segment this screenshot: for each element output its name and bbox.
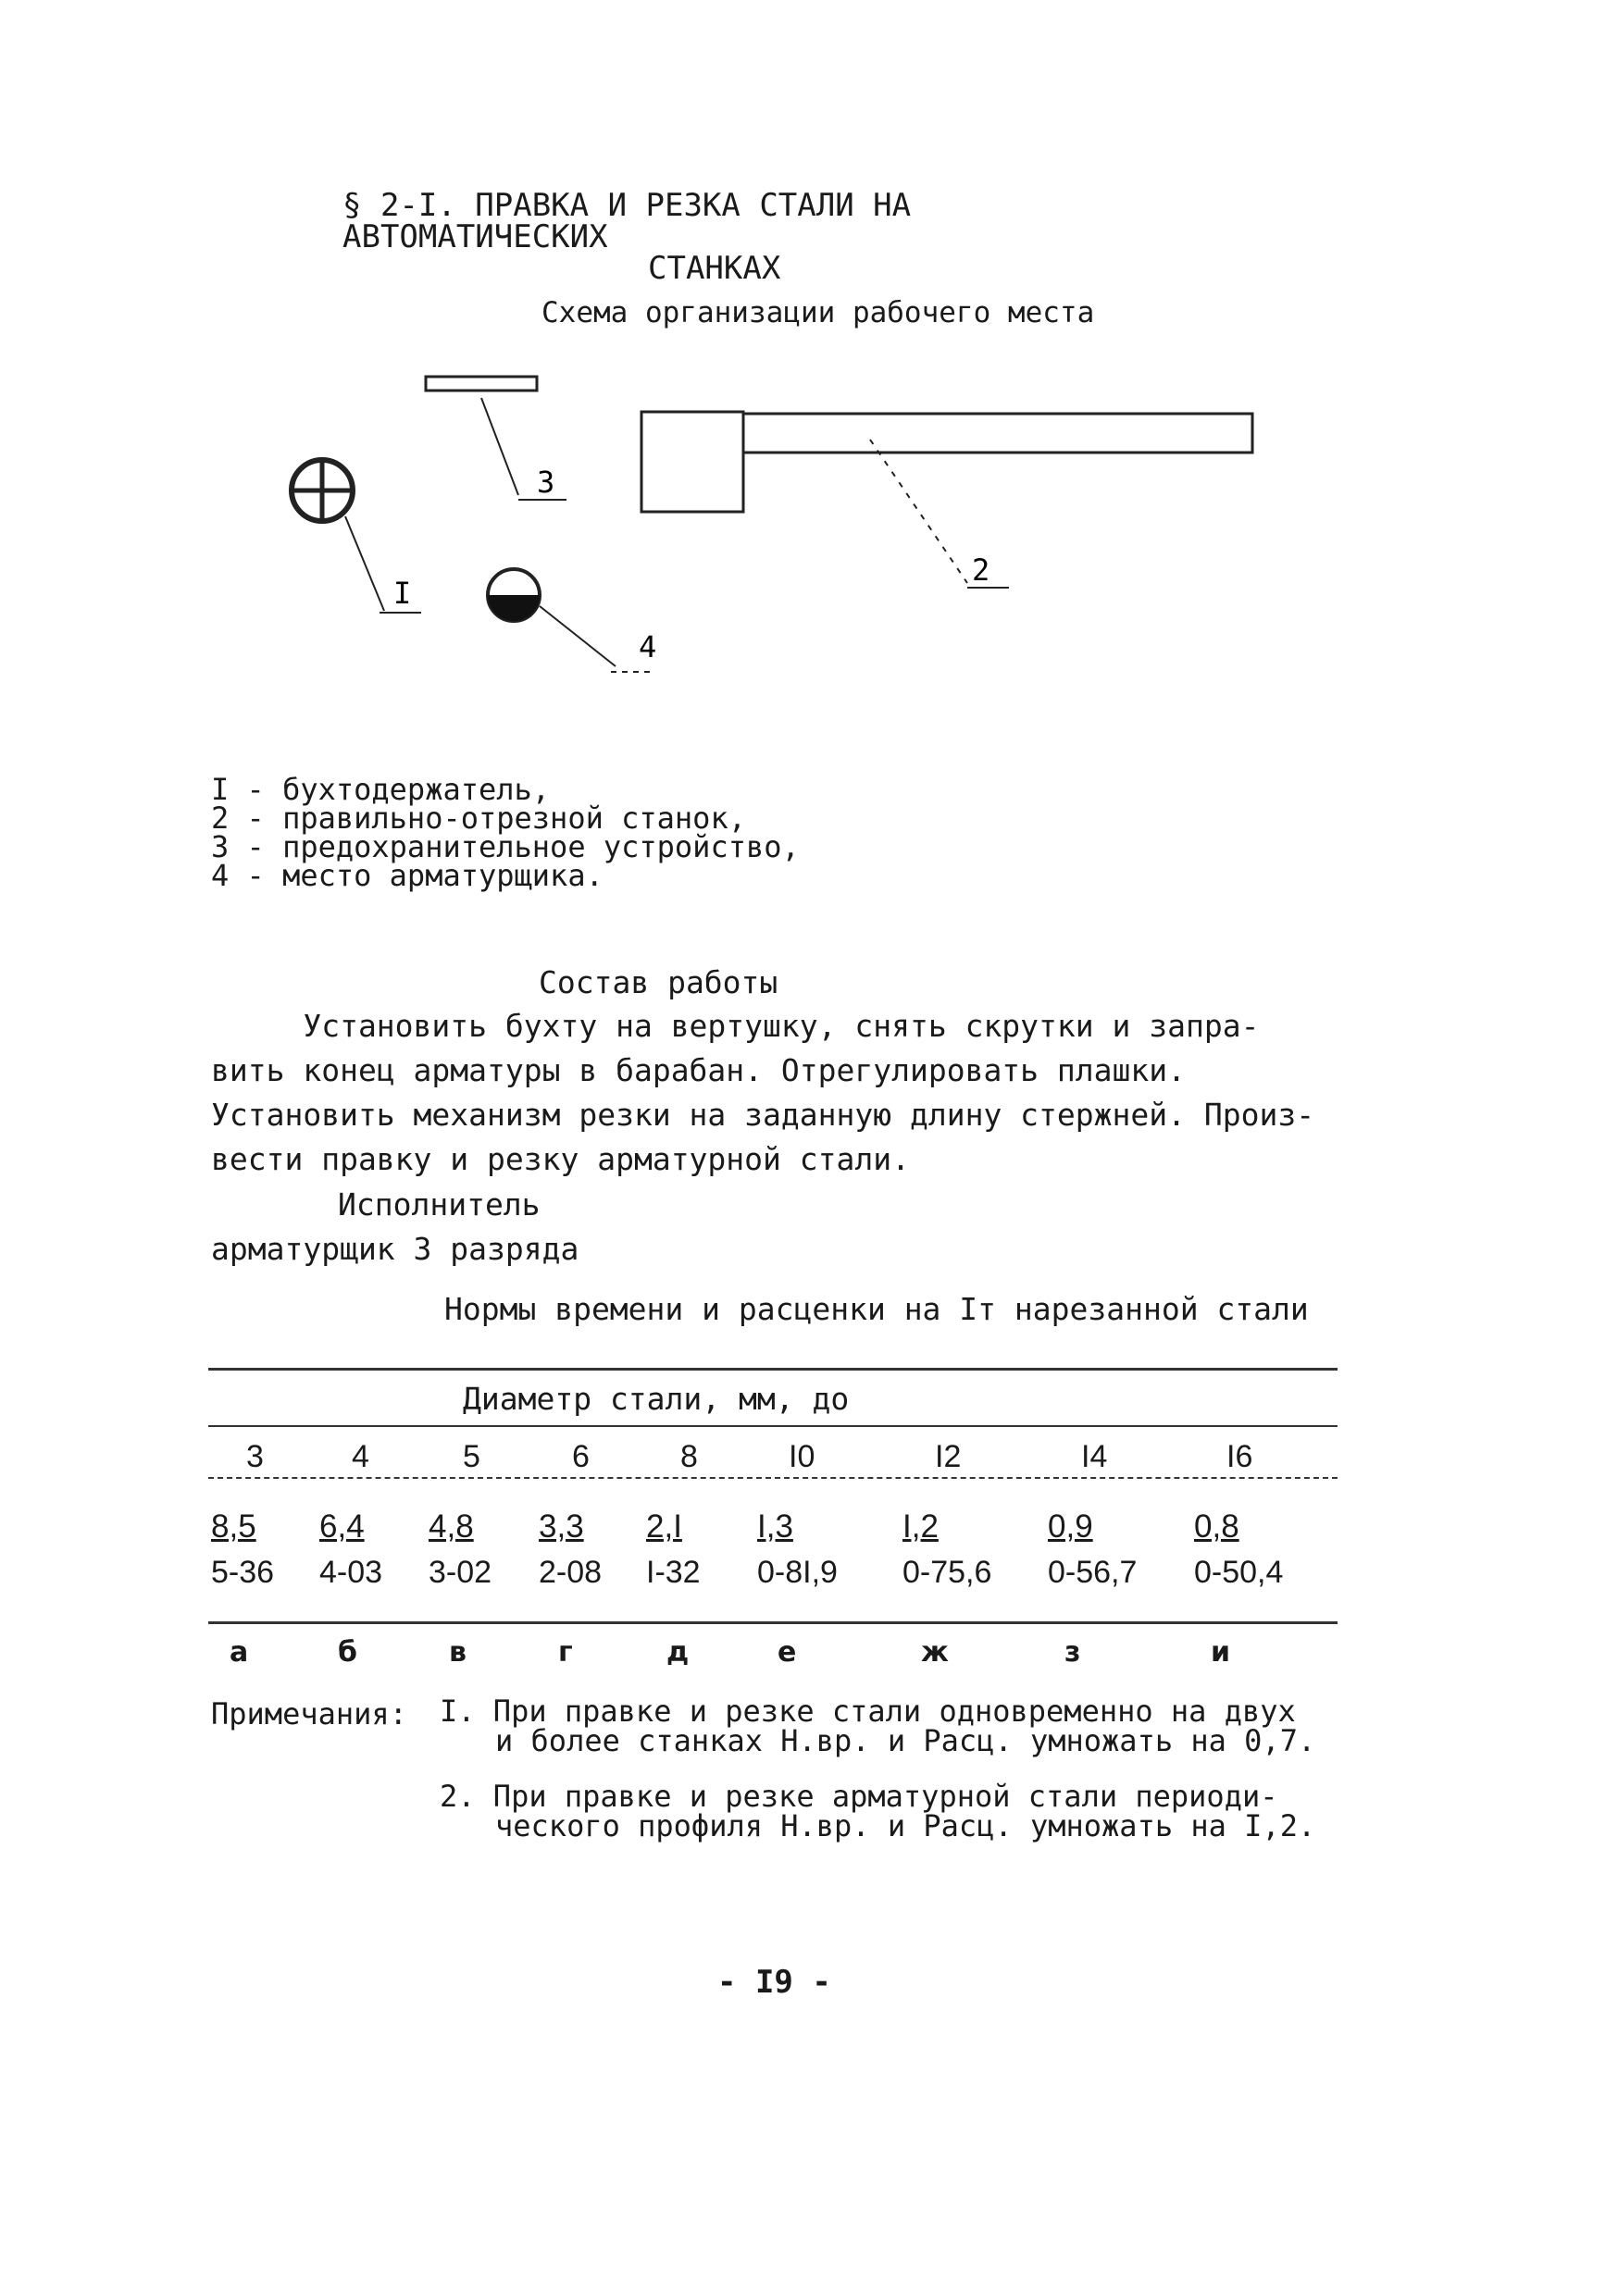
time-norm: 6,4 xyxy=(319,1508,365,1545)
legend-item: 4 - место арматурщика. xyxy=(211,858,604,893)
label-4: 4 xyxy=(639,629,657,664)
time-norm: I,3 xyxy=(757,1508,793,1545)
leader-line-1 xyxy=(345,516,384,611)
column-letter: б xyxy=(338,1636,357,1669)
performer-value: арматурщик 3 разряда xyxy=(211,1231,579,1267)
column-letter: и xyxy=(1211,1636,1231,1669)
work-line: Установить механизм резки на заданную длину стержней. Произ- xyxy=(211,1097,1315,1133)
heading-line-2: СТАНКАХ xyxy=(648,250,781,287)
column-number: 3 xyxy=(246,1439,264,1474)
column-number: I4 xyxy=(1081,1439,1108,1474)
table-rule-bottom xyxy=(208,1621,1338,1624)
rate: I-32 xyxy=(646,1555,701,1590)
work-line: вить конец арматуры в барабан. Отрегулировать плашки. xyxy=(211,1052,1186,1088)
note-line: I. При правке и резке стали одновременно на двух xyxy=(440,1694,1296,1729)
safety-device-shape xyxy=(426,377,537,391)
rate: 0-50,4 xyxy=(1194,1555,1284,1590)
time-norm: 3,3 xyxy=(539,1508,584,1545)
heading-line-1: § 2-I. ПРАВКА И РЕЗКА СТАЛИ НА АВТОМАТИЧЕСКИХ xyxy=(342,187,912,255)
table-rule-top xyxy=(208,1368,1338,1371)
work-line: Установить бухту на вертушку, снять скрутки и запра- xyxy=(211,1008,1260,1044)
work-description xyxy=(211,1004,1350,1182)
note-line: и более станках Н.вр. и Расц. умножать на 0,7. xyxy=(495,1723,1316,1758)
page-number: - I9 - xyxy=(717,1964,831,2001)
rate: 0-75,6 xyxy=(902,1555,992,1590)
column-number: 5 xyxy=(463,1439,480,1474)
legend-item: I - бухтодержатель, xyxy=(211,772,551,807)
column-number: I6 xyxy=(1226,1439,1253,1474)
label-2: 2 xyxy=(972,552,990,588)
leader-line-2 xyxy=(870,440,967,583)
column-letter: в xyxy=(449,1636,467,1669)
note-item xyxy=(440,1696,1315,1756)
rate: 4-03 xyxy=(319,1555,383,1590)
column-number: 6 xyxy=(572,1439,590,1474)
time-norm: I,2 xyxy=(902,1508,939,1545)
legend-item: 2 - правильно-отрезной станок, xyxy=(211,800,746,836)
column-number: 8 xyxy=(680,1439,698,1474)
time-norm: 0,8 xyxy=(1194,1508,1239,1545)
table-rule xyxy=(208,1477,1338,1479)
column-letter: д xyxy=(666,1636,690,1669)
label-3: 3 xyxy=(537,465,555,500)
column-number: 4 xyxy=(352,1439,369,1474)
rate: 2-08 xyxy=(539,1555,603,1590)
rate: 0-8I,9 xyxy=(757,1555,838,1590)
column-letter: е xyxy=(778,1636,797,1669)
column-letter: а xyxy=(230,1636,249,1669)
leader-line-3 xyxy=(481,398,518,495)
note-line: ческого профиля Н.вр. и Расц. умножать на I,2. xyxy=(495,1808,1316,1843)
work-heading: Состав работы xyxy=(539,964,778,1000)
table-title: Нормы времени и расценки на Iт нарезанной стали xyxy=(444,1291,1309,1327)
legend xyxy=(211,772,800,893)
work-line: вести правку и резку арматурной стали. xyxy=(211,1141,910,1177)
scheme-title: Схема организации рабочего места xyxy=(541,296,1095,329)
legend-item: 3 - предохранительное устройство, xyxy=(211,829,800,864)
time-norm: 8,5 xyxy=(211,1508,256,1545)
time-norm: 4,8 xyxy=(429,1508,474,1545)
column-number: I2 xyxy=(935,1439,962,1474)
label-1: I xyxy=(393,576,412,611)
time-norm: 2,I xyxy=(646,1508,682,1545)
table-rule xyxy=(208,1425,1338,1427)
column-letter: з xyxy=(1064,1636,1081,1669)
workplace-scheme-diagram xyxy=(0,0,1618,740)
machine-body-shape xyxy=(641,412,743,512)
table-header: Диаметр стали, мм, до xyxy=(463,1381,850,1417)
rate: 0-56,7 xyxy=(1048,1555,1138,1590)
leader-line-4 xyxy=(540,606,616,666)
performer-label: Исполнитель xyxy=(338,1186,541,1222)
note-line: 2. При правке и резке арматурной стали периоди- xyxy=(440,1779,1278,1814)
column-letter: ж xyxy=(921,1636,949,1669)
time-norm: 0,9 xyxy=(1048,1508,1093,1545)
rate: 3-02 xyxy=(429,1555,492,1590)
note-item xyxy=(440,1781,1315,1841)
machine-bed-shape xyxy=(743,414,1252,453)
column-letter: г xyxy=(558,1636,573,1669)
notes-label: Примечания: xyxy=(211,1696,407,1731)
column-number: I0 xyxy=(789,1439,815,1474)
rate: 5-36 xyxy=(211,1555,275,1590)
